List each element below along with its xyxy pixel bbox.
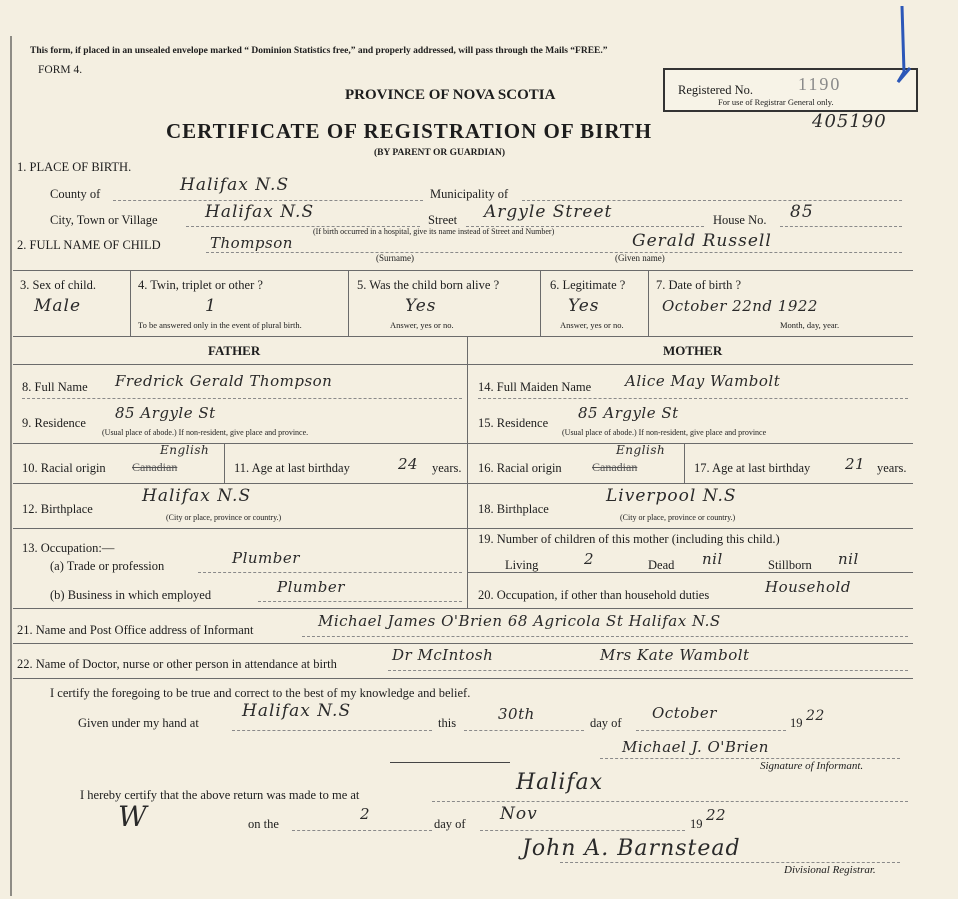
twin-note: To be answered only in the event of plural birth. — [138, 320, 302, 330]
informant-label: 21. Name and Post Office address of Informant — [17, 623, 254, 637]
surname-caption: (Surname) — [376, 253, 414, 263]
mother-age-label: 17. Age at last birthday — [694, 461, 811, 475]
county-label: County of — [50, 187, 101, 201]
certify-day-value: 30th — [498, 705, 535, 723]
twin-label: 4. Twin, triplet or other ? — [138, 278, 263, 292]
registered-label: Registered No. — [678, 83, 753, 97]
page-subtitle: (BY PARENT OR GUARDIAN) — [374, 148, 505, 158]
informant-value: Michael James O'Brien 68 Agricola St Halifax N.S — [318, 612, 721, 630]
doctor-label: 22. Name of Doctor, nurse or other person in attendance at birth — [17, 657, 337, 671]
child-given-value: Gerald Russell — [632, 231, 772, 251]
registrar-place-value: Halifax — [516, 770, 604, 795]
form-number: FORM 4. — [38, 64, 83, 76]
certify-statement: I certify the foregoing to be true and correct to the best of my knowledge and belief. — [50, 686, 471, 700]
mother-birthplace-label: 18. Birthplace — [478, 502, 549, 516]
dead-value: nil — [702, 550, 723, 568]
mother-occupation-label: 20. Occupation, if other than household duties — [478, 588, 710, 602]
mother-name-label: 14. Full Maiden Name — [478, 380, 592, 394]
city-label: City, Town or Village — [50, 213, 158, 227]
father-residence-value: 85 Argyle St — [115, 404, 216, 422]
trade-value: Plumber — [232, 549, 300, 567]
certify-year-prefix: 19 — [790, 716, 803, 730]
house-value: 85 — [790, 202, 814, 222]
page-title: CERTIFICATE OF REGISTRATION OF BIRTH — [166, 119, 653, 143]
registrar-signature: John A. Barnstead — [522, 836, 741, 861]
legitimate-value: Yes — [568, 296, 600, 316]
child-name-label: 2. FULL NAME OF CHILD — [17, 238, 161, 252]
registrar-month-value: Nov — [500, 804, 538, 824]
father-birthplace-label: 12. Birthplace — [22, 502, 93, 516]
registrar-mark: W — [118, 800, 148, 833]
certify-month-value: October — [652, 704, 717, 722]
business-label: (b) Business in which employed — [50, 588, 212, 602]
informant-signature-caption: Signature of Informant. — [760, 760, 864, 772]
registrar-day-of-label: day of — [434, 817, 466, 831]
dob-note: Month, day, year. — [780, 320, 840, 330]
living-label: Living — [505, 558, 539, 572]
father-residence-note: (Usual place of abode.) If non-resident, give place and province. — [102, 428, 309, 437]
blue-pen-mark — [892, 2, 922, 88]
father-name-value: Fredrick Gerald Thompson — [115, 372, 333, 390]
father-racial-struck: Canadian — [132, 460, 178, 474]
father-heading: FATHER — [208, 343, 261, 358]
father-racial-value: English — [160, 443, 210, 457]
dead-label: Dead — [648, 558, 675, 572]
county-value: Halifax N.S — [180, 175, 290, 195]
doctor-value: Dr McIntosh — [392, 646, 494, 664]
father-age-label: 11. Age at last birthday — [234, 461, 350, 475]
mother-racial-label: 16. Racial origin — [478, 461, 562, 475]
business-value: Plumber — [277, 578, 345, 596]
registration-number: 405190 — [812, 111, 887, 132]
registered-stamp: 1190 — [798, 74, 842, 94]
father-name-label: 8. Full Name — [22, 380, 88, 394]
registrar-caption: Divisional Registrar. — [784, 864, 876, 876]
child-surname-value: Thompson — [210, 234, 293, 252]
mother-racial-value: English — [616, 443, 666, 457]
mother-age-unit: years. — [877, 461, 907, 475]
twin-value: 1 — [205, 296, 217, 316]
mother-age-value: 21 — [845, 455, 866, 473]
trade-label: (a) Trade or profession — [50, 559, 165, 573]
registered-note: For use of Registrar General only. — [718, 97, 834, 107]
province-heading: PROVINCE OF NOVA SCOTIA — [345, 87, 556, 103]
legitimate-note: Answer, yes or no. — [560, 320, 624, 330]
sex-label: 3. Sex of child. — [20, 278, 97, 292]
house-label: House No. — [713, 213, 767, 227]
father-age-value: 24 — [398, 455, 419, 473]
sex-value: Male — [34, 296, 82, 316]
father-birthplace-note: (City or place, province or country.) — [166, 513, 282, 522]
street-label: Street — [428, 213, 458, 227]
stillborn-value: nil — [838, 550, 859, 568]
page-edge-line — [10, 36, 12, 896]
father-birthplace-value: Halifax N.S — [142, 486, 252, 506]
children-count-label: 19. Number of children of this mother (including this child.) — [478, 532, 780, 546]
occupation-heading: 13. Occupation:— — [22, 541, 115, 555]
alive-label: 5. Was the child born alive ? — [357, 278, 500, 292]
mother-residence-note: (Usual place of abode.) If non-resident, give place and province — [562, 428, 767, 437]
street-value: Argyle Street — [484, 202, 613, 222]
place-of-birth-heading: 1. PLACE OF BIRTH. — [17, 160, 132, 174]
mother-birthplace-value: Liverpool N.S — [606, 486, 737, 506]
city-value: Halifax N.S — [205, 202, 315, 222]
certify-year-value: 22 — [806, 708, 825, 724]
dob-label: 7. Date of birth ? — [656, 278, 742, 292]
given-at-label: Given under my hand at — [78, 716, 199, 730]
mother-residence-value: 85 Argyle St — [578, 404, 679, 422]
dob-value: October 22nd 1922 — [662, 297, 818, 315]
registrar-day-value: 2 — [360, 805, 371, 823]
mother-racial-struck: Canadian — [592, 460, 638, 474]
living-value: 2 — [584, 550, 595, 568]
given-at-value: Halifax N.S — [242, 701, 352, 721]
registrar-on-label: on the — [248, 817, 279, 831]
mother-heading: MOTHER — [663, 343, 723, 358]
certify-day-of-label: day of — [590, 716, 622, 730]
legitimate-label: 6. Legitimate ? — [550, 278, 626, 292]
this-label: this — [438, 716, 457, 730]
stillborn-label: Stillborn — [768, 558, 812, 572]
mother-occupation-value: Household — [765, 578, 851, 596]
mother-birthplace-note: (City or place, province or country.) — [620, 513, 736, 522]
given-caption: (Given name) — [615, 253, 665, 263]
municipality-label: Municipality of — [430, 187, 509, 201]
father-age-unit: years. — [432, 461, 462, 475]
hospital-note: (If birth occurred in a hospital, give its name instead of Street and Number) — [313, 227, 555, 236]
mail-notice: This form, if placed in an unsealed envelope marked “ Dominion Statistics free,” and properly addressed, will pass through the Mails “FREE.” — [30, 46, 608, 56]
registrar-year-value: 22 — [706, 806, 727, 824]
registrar-year-prefix: 19 — [690, 817, 703, 831]
nurse-value: Mrs Kate Wambolt — [600, 646, 750, 664]
alive-note: Answer, yes or no. — [390, 320, 454, 330]
mother-name-value: Alice May Wambolt — [625, 372, 781, 390]
informant-signature: Michael J. O'Brien — [622, 738, 769, 756]
father-residence-label: 9. Residence — [22, 416, 86, 430]
alive-value: Yes — [405, 296, 437, 316]
mother-residence-label: 15. Residence — [478, 416, 549, 430]
father-racial-label: 10. Racial origin — [22, 461, 106, 475]
registrar-statement: I hereby certify that the above return was made to me at — [80, 788, 360, 802]
